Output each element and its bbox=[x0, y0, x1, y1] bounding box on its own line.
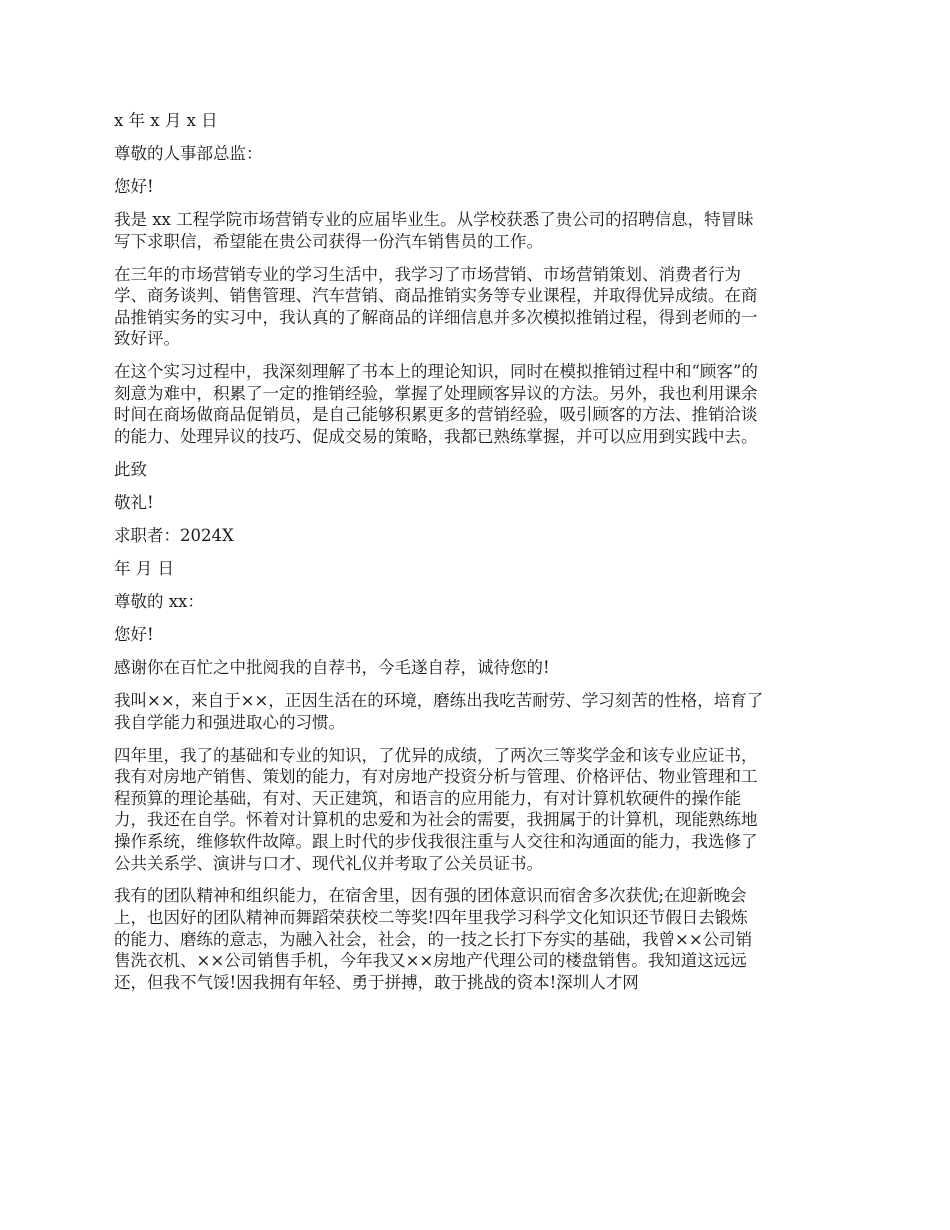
regards-line: 敬礼! bbox=[114, 493, 154, 513]
intro-paragraph: 我是 xx 工程学院市场营销专业的应届毕业生。从学校获悉了贵公司的招聘信息，特冒昧 写下求职信，希望能在贵公司获得一份汽车销售员的工作。 bbox=[114, 209, 754, 251]
internship-paragraph: 在这个实习过程中，我深刻理解了书本上的理论知识，同时在模拟推销过程中和“顾客”的 刻意为难中，积累了一定的推销经验，掌握了处理顾客异议的方法。另外，我也利用课余 时间在商场做商品促销员，是自己能够积累更多的营销经验，吸引顾客的方法、推销洽谈 的能力、处理异议的技巧、促成交易的策略，我都已熟练掌握，并可以应用到实践中去。 bbox=[114, 362, 758, 447]
signature-date: 年 月 日 bbox=[114, 559, 174, 579]
self-intro-paragraph: 我叫××，来自于××，正因生活在的环境，磨练出我吃苦耐劳、学习刻苦的性格，培育了 我自学能力和强进取心的习惯。 bbox=[114, 690, 764, 732]
document-body bbox=[114, 110, 840, 1005]
date-line: x 年 x 月 x 日 bbox=[114, 111, 218, 130]
salutation: 尊敬的人事部总监： bbox=[114, 143, 263, 163]
thanks-paragraph: 感谢你在百忙之中批阅我的自荐书，今毛遂自荐，诚待您的! bbox=[114, 657, 550, 677]
greeting-2: 您好! bbox=[114, 624, 154, 644]
teamwork-paragraph: 我有的团队精神和组织能力，在宿舍里，因有强的团体意识而宿舍多次获优;在迎新晚会 上，也因好的团队精神而舞蹈荣获校二等奖!四年里我学习科学文化知识还节假日去锻炼 的能力、磨练的意志，为融入社会，社会，的一技之长打下夯实的基础，我曾××公司销 售洗衣机、××公司销售手机，今年我又××房地产代理公司的楼盘销售。我知道这远远 还，但我不气馁!因我拥有年轻、勇于拼搏，敢于挑战的资本!深圳人才网 bbox=[114, 886, 753, 992]
signature-line: 求职者：2024X bbox=[114, 526, 234, 546]
closing-line: 此致 bbox=[114, 460, 147, 480]
skills-paragraph: 四年里，我了的基础和专业的知识，了优异的成绩，了两次三等奖学金和该专业应证书， 我有对房地产销售、策划的能力，有对房地产投资分析与管理、价格评估、物业管理和工 程预算的理论基础，有对、天正建筑，和语言的应用能力，有对计算机软硬件的操作能 力，我还在自学。怀着对计算机的忠爱和为社会的需要，我拥属于的计算机，现能熟练地 操作系统，维修软件故障。跟上时代的步伐我很注重与人交往和沟通面的能力，我选修了 公共关系学、演讲与口才、现代礼仪并考取了公关员证书。 bbox=[114, 745, 758, 873]
salutation-2: 尊敬的 xx： bbox=[114, 592, 204, 611]
greeting: 您好! bbox=[114, 176, 154, 196]
study-paragraph: 在三年的市场营销专业的学习生活中，我学习了市场营销、市场营销策划、消费者行为 学、商务谈判、销售管理、汽车营销、商品推销实务等专业课程，并取得优异成绩。在商 品推销实务的实习中，我认真的了解商品的详细信息并多次模拟推销过程，得到老师的一 致好评。 bbox=[114, 264, 758, 349]
